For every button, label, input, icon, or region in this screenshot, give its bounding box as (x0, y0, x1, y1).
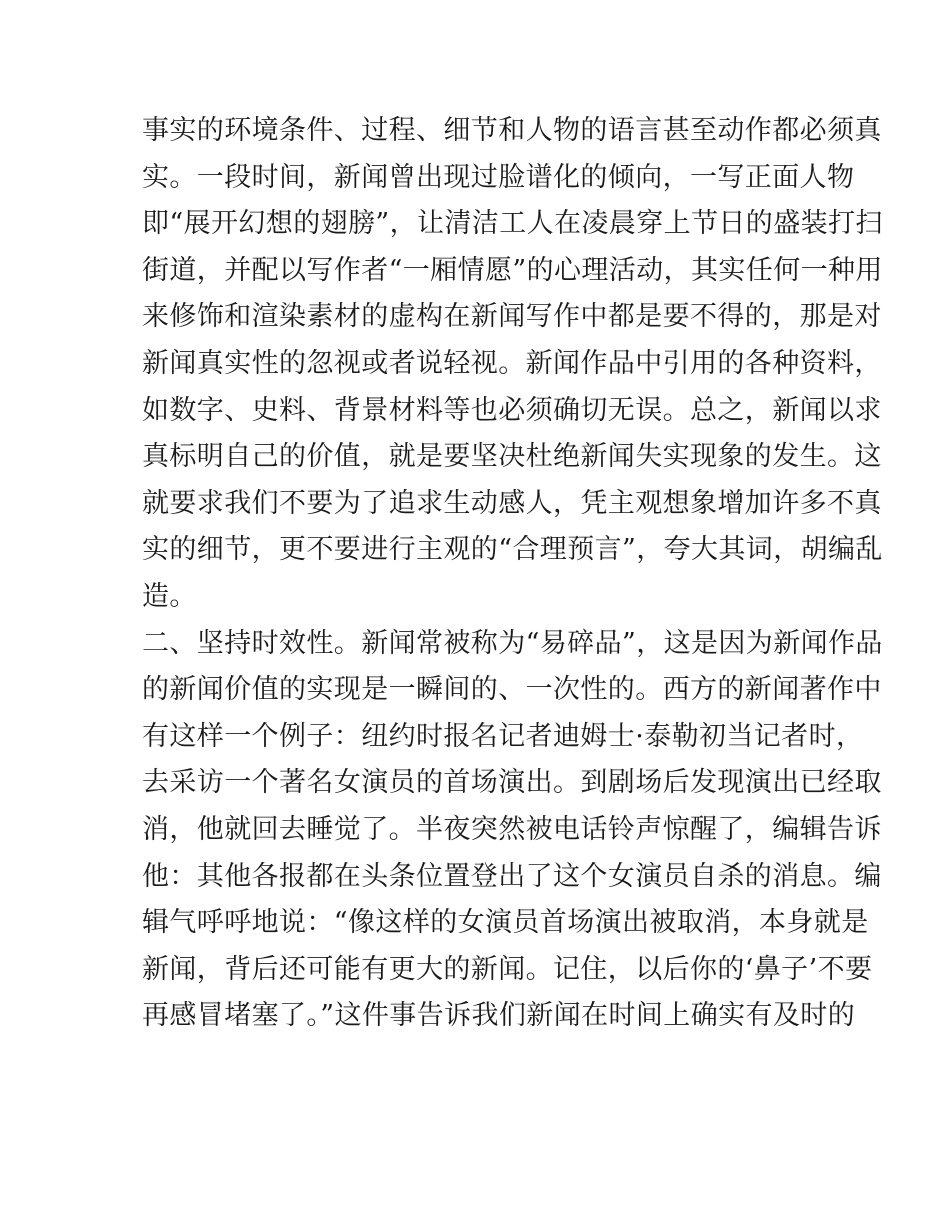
text-line: 即“展开幻想的翅膀”，让清洁工人在凌晨穿上节日的盛装打扫 (142, 208, 883, 240)
text-line: 有这样一个例子：纽约时报名记者迪姆士·泰勒初当记者时， (142, 720, 864, 752)
text-line: 来修饰和渲染素材的虚构在新闻写作中都是要不得的，那是对 (142, 301, 882, 333)
text-line: 消，他就回去睡觉了。半夜突然被电话铃声惊醒了，编辑告诉 (142, 813, 882, 845)
body-text (142, 108, 883, 1040)
text-line: 就要求我们不要为了追求生动感人，凭主观想象增加许多不真 (142, 487, 882, 519)
text-line: 真标明自己的价值，就是要坚决杜绝新闻失实现象的发生。这 (142, 441, 882, 473)
text-line: 辑气呼呼地说：“像这样的女演员首场演出被取消，本身就是 (142, 907, 869, 939)
text-line: 事实的环境条件、过程、细节和人物的语言甚至动作都必须真 (142, 115, 882, 146)
text-line: 他：其他各报都在头条位置登出了这个女演员自杀的消息。编 (142, 860, 882, 892)
text-line: 如数字、史料、背景材料等也必须确切无误。总之，新闻以求 (142, 394, 882, 426)
text-line: 街道，并配以写作者“一厢情愿”的心理活动，其实任何一种用 (142, 254, 883, 286)
text-line: 的新闻价值的实现是一瞬间的、一次性的。西方的新闻著作中 (142, 674, 882, 706)
text-line: 实的细节，更不要进行主观的“合理预言”，夸大其词，胡编乱 (142, 534, 883, 566)
text-line: 去采访一个著名女演员的首场演出。到剧场后发现演出已经取 (142, 767, 882, 799)
text-line: 再感冒堵塞了。”这件事告诉我们新闻在时间上确实有及时的 (142, 1000, 856, 1032)
text-line: 实。一段时间，新闻曾出现过脸谱化的倾向，一写正面人物 (142, 161, 855, 193)
text-line: 新闻真实性的忽视或者说轻视。新闻作品中引用的各种资料， (142, 347, 882, 379)
text-line: 新闻，背后还可能有更大的新闻。记住，以后你的‘鼻子’不要 (142, 953, 873, 985)
text-line: 造。 (142, 580, 197, 612)
text-line: 二、坚持时效性。新闻常被称为“易碎品”，这是因为新闻作品 (142, 627, 883, 659)
